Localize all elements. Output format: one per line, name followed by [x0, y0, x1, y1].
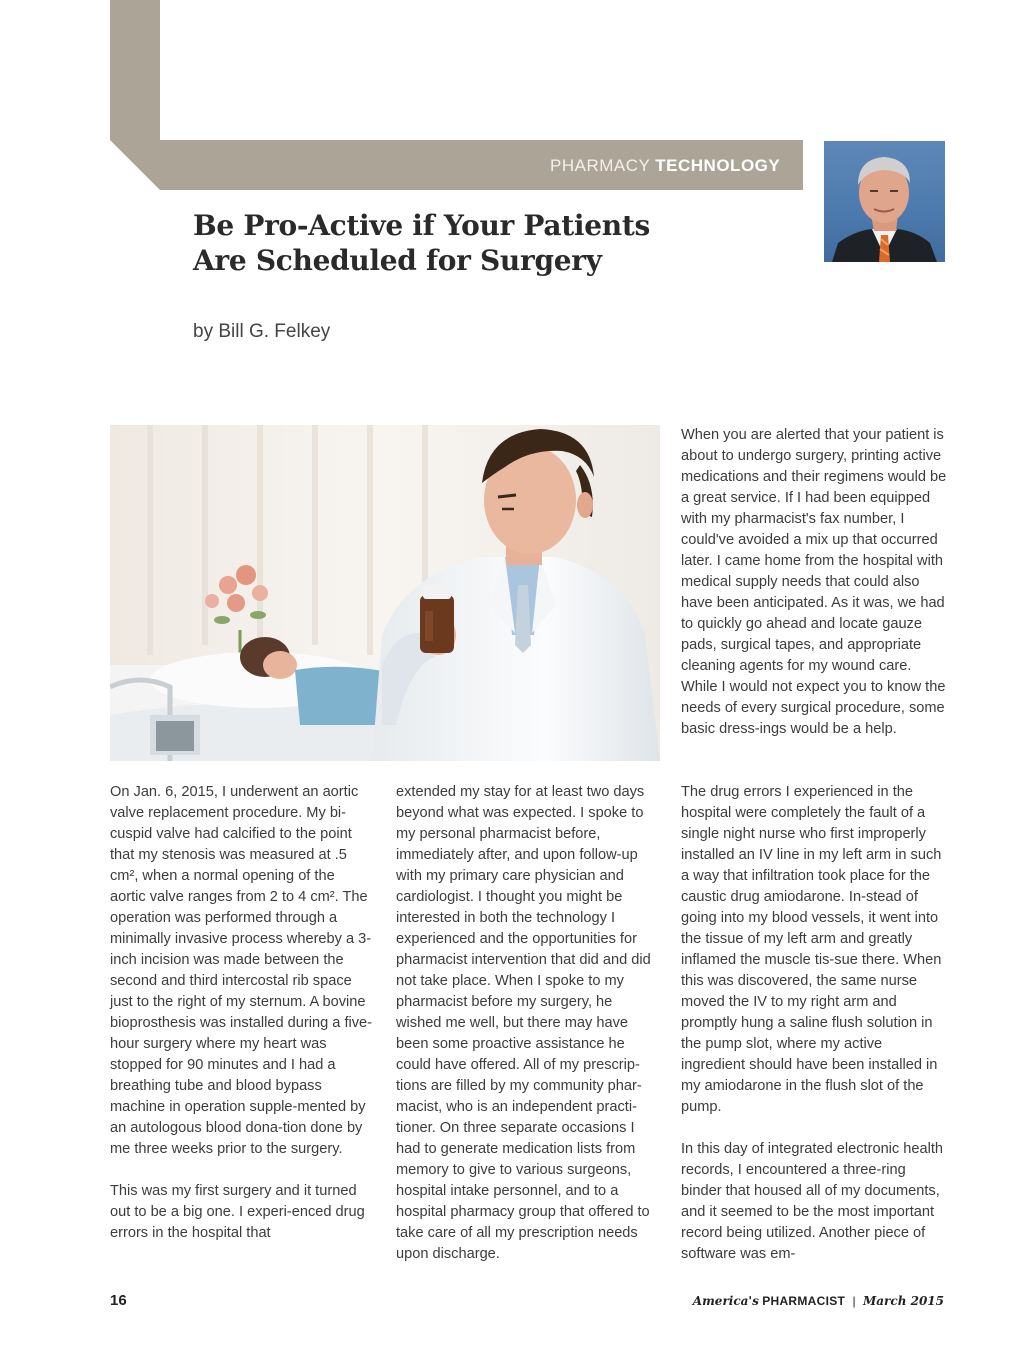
- publication-footer: [693, 1294, 944, 1308]
- article-title: [193, 208, 713, 278]
- col3-paragraph-2: In this day of integrated electronic health records, I encountered a three-ring binder that housed all of my documents, and it seemed to be the most important record being utilized. Another piece of software was em-: [681, 1141, 944, 1262]
- page-number: 16: [110, 1292, 127, 1309]
- body-column-1: [110, 782, 373, 1265]
- col2-paragraph-1: extended my stay for at least two days beyond what was expected. I spoke to my personal pharmacist before, immediately after, and upon follow-up with my primary care physician and cardiologist. I thought you might be interested in both the technology I experienced and the opportunities for pharmacist intervention that did and did not take place. When I spoke to my pharmacist before my surgery, he wished me well, but there may have been some proactive assistance he could have offered. All of my prescrip-tions are filled by my community phar-macist, who is an independent practi-tioner. On three separate occasions I had to generate medication lists from memory to give to various surgeons, hospital intake personnel, and to a hospital pharmacy group that offered to take care of all my prescription needs upon discharge.: [396, 784, 651, 1262]
- footer-separator: |: [852, 1294, 856, 1308]
- body-column-3: [681, 782, 947, 1286]
- publication-name-italic: America's: [692, 1294, 759, 1308]
- pharmacist-photo-icon: [110, 425, 660, 761]
- col1-paragraph-2: This was my first surgery and it turned out to be a big one. I experi-enced drug errors in the hospital that: [110, 1183, 365, 1241]
- author-photo: [824, 141, 945, 262]
- intro-column: [681, 425, 947, 761]
- title-line-1: Be Pro-Active if Your Patients: [193, 209, 650, 242]
- section-label: [550, 156, 780, 176]
- col1-paragraph-1: On Jan. 6, 2015, I underwent an aortic valve replacement procedure. My bi-cuspid valve had calcified to the point that my stenosis was measured at .5 cm², when a normal opening of the aortic valve ranges from 2 to 4 cm². The operation was performed through a minimally invasive process whereby a 3-inch incision was made between the second and third intercostal rib space just to the right of my sternum. A bovine bioprosthesis was installed during a five-hour surgery where my heart was stopped for 90 minutes and I had a breathing tube and blood bypass machine in operation supple-mented by an autologous blood dona-tion done by me three weeks prior to the surgery.: [110, 784, 373, 1157]
- body-column-2: [396, 782, 660, 1286]
- author-portrait-icon: [824, 141, 945, 262]
- header-band-vertical: [110, 0, 160, 140]
- section-label-bold: TECHNOLOGY: [655, 156, 781, 175]
- section-label-light: PHARMACY: [550, 156, 651, 175]
- publication-name-caps: PHARMACIST: [762, 1294, 846, 1308]
- byline: by Bill G. Felkey: [193, 321, 331, 342]
- intro-paragraph: When you are alerted that your patient is about to undergo surgery, printing active medications and their regimens would be a great service. If I had been equipped with my pharmacist's fax number, I could've avoided a mix up that occurred later. I came home from the hospital with medical supply needs that could also have been anticipated. As it was, we had to quickly go ahead and locate gauze pads, surgical tapes, and appropriate cleaning agents for my wound care. While I would not expect you to know the needs of every surgical procedure, some basic dress-ings would be a help.: [681, 427, 947, 737]
- col3-paragraph-1: The drug errors I experienced in the hospital were completely the fault of a single night nurse who first improperly installed an IV line in my left arm in such a way that infiltration took place for the caustic drug amiodarone. In-stead of going into my blood vessels, it went into the tissue of my left arm and greatly inflamed the muscle tis-sue there. When this was discovered, the same nurse moved the IV to my right arm and promptly hung a saline flush solution in the pump slot, where my active ingredient should have been installed in my amiodarone in the flush slot of the pump.: [681, 784, 942, 1115]
- hero-photo: [110, 425, 660, 761]
- issue-date: March 2015: [863, 1294, 944, 1308]
- title-line-2: Are Scheduled for Surgery: [193, 244, 602, 277]
